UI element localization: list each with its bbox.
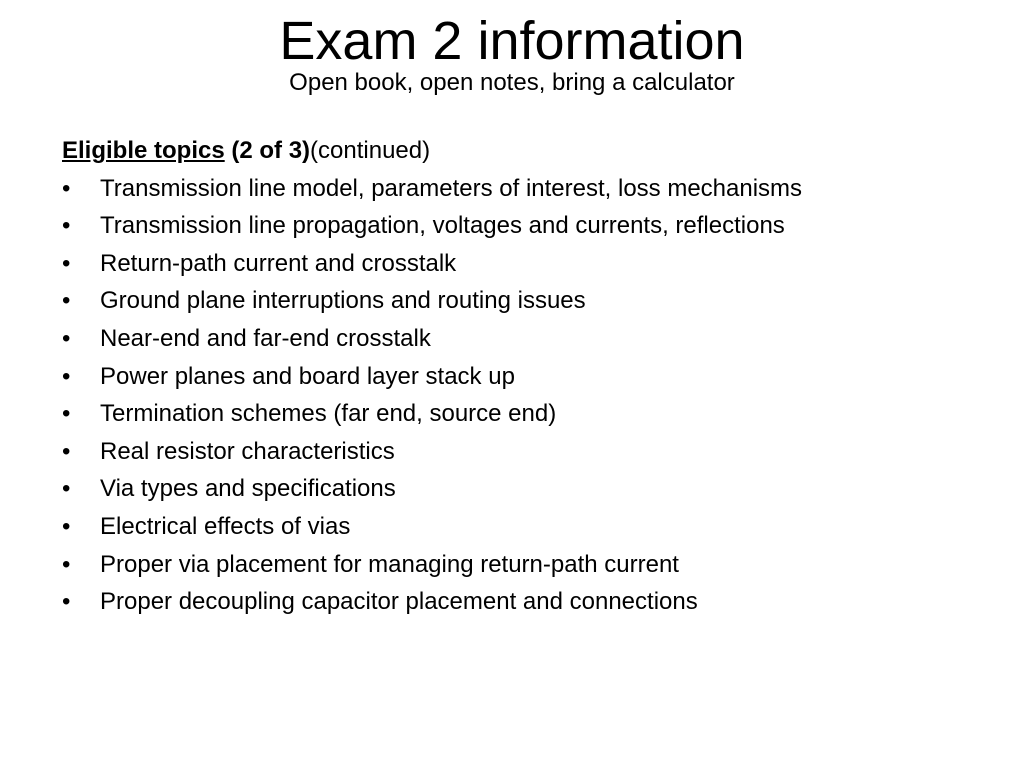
topics-heading-part: (2 of 3) xyxy=(231,137,311,164)
bullet-icon: • xyxy=(62,437,71,465)
slide-subtitle: Open book, open notes, bring a calculator xyxy=(289,69,735,96)
topic-item xyxy=(62,470,1002,508)
bullet-icon: • xyxy=(62,475,71,503)
topic-item xyxy=(62,170,1002,208)
bullet-icon: • xyxy=(62,512,71,540)
topics-heading xyxy=(62,132,1002,170)
topic-list xyxy=(62,170,1002,621)
bullet-icon: • xyxy=(62,550,71,578)
slide-title: Exam 2 information xyxy=(279,11,745,71)
topic-text: Ground plane interruptions and routing issues xyxy=(100,287,586,315)
topic-text: Via types and specifications xyxy=(100,475,396,503)
topic-item xyxy=(62,282,1002,320)
topic-item xyxy=(62,207,1002,245)
bullet-icon: • xyxy=(62,249,71,277)
bullet-icon: • xyxy=(62,588,71,616)
topic-item xyxy=(62,508,1002,546)
bullet-icon: • xyxy=(62,362,71,390)
topic-item xyxy=(62,583,1002,621)
topic-text: Real resistor characteristics xyxy=(100,437,395,465)
topic-text: Near-end and far-end crosstalk xyxy=(100,324,431,352)
bullet-icon: • xyxy=(62,287,71,315)
bullet-icon: • xyxy=(62,400,71,428)
topic-text: Proper via placement for managing return-path current xyxy=(100,550,679,578)
topic-text: Proper decoupling capacitor placement and connections xyxy=(100,588,698,616)
topics-heading-continued: (continued) xyxy=(310,137,431,164)
topic-text: Transmission line model, parameters of interest, loss mechanisms xyxy=(100,174,803,202)
topics-heading-label: Eligible topics xyxy=(62,137,225,164)
topic-text: Transmission line propagation, voltages and currents, reflections xyxy=(100,212,785,240)
bullet-icon: • xyxy=(62,324,71,352)
topic-item xyxy=(62,395,1002,433)
topic-item xyxy=(62,433,1002,471)
topic-item xyxy=(62,245,1002,283)
slide-content xyxy=(62,132,1002,621)
topic-item xyxy=(62,358,1002,396)
topic-item xyxy=(62,546,1002,584)
bullet-icon: • xyxy=(62,174,71,202)
bullet-icon: • xyxy=(62,212,71,240)
topic-text: Electrical effects of vias xyxy=(100,512,351,540)
topic-text: Return-path current and crosstalk xyxy=(100,249,457,277)
topic-text: Termination schemes (far end, source end) xyxy=(100,400,557,428)
topic-item xyxy=(62,320,1002,358)
topic-text: Power planes and board layer stack up xyxy=(100,362,515,390)
